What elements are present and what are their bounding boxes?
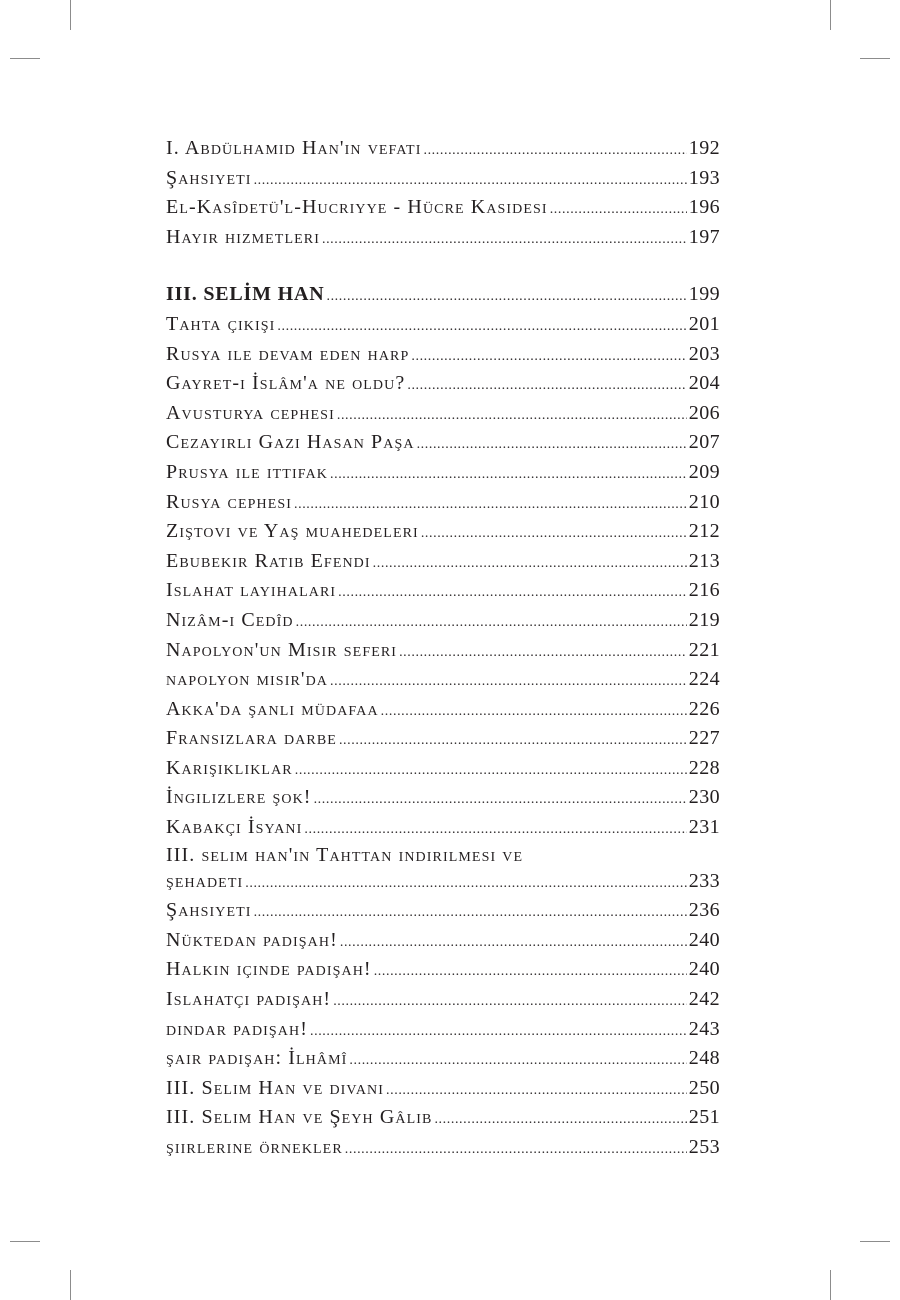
toc-entry[interactable] bbox=[166, 369, 720, 399]
toc-entry-title: Prusya ile ittifak bbox=[166, 460, 328, 483]
toc-entry-title: dindar padişah! bbox=[166, 1017, 308, 1040]
dot-leader bbox=[254, 166, 687, 196]
toc-entry[interactable] bbox=[166, 164, 720, 194]
toc-entry[interactable] bbox=[166, 985, 720, 1015]
toc-entry-page: 210 bbox=[688, 490, 720, 513]
toc-entry[interactable] bbox=[166, 896, 720, 926]
toc-entry-page: 242 bbox=[688, 988, 720, 1011]
dot-leader bbox=[411, 342, 686, 372]
toc-entry-page: 226 bbox=[688, 697, 720, 720]
toc-entry-title: Ziştovi ve Yaş muahedeleri bbox=[166, 520, 419, 543]
toc-entry[interactable] bbox=[166, 695, 720, 725]
toc-entry-title: şehadeti bbox=[166, 869, 244, 892]
toc-entry-page: 213 bbox=[688, 549, 720, 572]
toc-entry-page: 204 bbox=[688, 372, 720, 395]
toc-entry[interactable] bbox=[166, 955, 720, 985]
toc-entry-title: III. selim han'ın Tahttan indirilmesi ve bbox=[166, 843, 524, 866]
toc-entry-page: 219 bbox=[688, 608, 720, 631]
toc-entry[interactable] bbox=[166, 458, 720, 488]
toc-entry-title: Gayret-i İslâm'a ne oldu? bbox=[166, 372, 406, 395]
dot-leader bbox=[310, 1017, 687, 1047]
toc-entry[interactable] bbox=[166, 1044, 720, 1074]
dot-leader bbox=[245, 869, 687, 899]
toc-entry-title: Rusya cephesi bbox=[166, 490, 292, 513]
toc-entry-page: 253 bbox=[688, 1136, 720, 1158]
toc-entry-title: III. Selim Han ve divanı bbox=[166, 1076, 385, 1099]
crop-mark bbox=[830, 0, 831, 30]
toc-entry[interactable] bbox=[166, 783, 720, 813]
dot-leader bbox=[340, 928, 687, 958]
toc-entry-title: Avusturya cephesi bbox=[166, 401, 335, 424]
table-of-contents bbox=[166, 134, 720, 1163]
toc-entry-title: şair padişah: İlhâmî bbox=[166, 1047, 348, 1070]
toc-entry-title: Halkın içinde padişah! bbox=[166, 958, 372, 981]
toc-entry-title: I. Abdülhamid Han'ın vefatı bbox=[166, 137, 422, 159]
toc-entry-title: Tahta çıkışı bbox=[166, 312, 276, 335]
dot-leader bbox=[338, 578, 687, 608]
toc-entry-page: 224 bbox=[688, 668, 720, 691]
toc-entry[interactable] bbox=[166, 488, 720, 518]
toc-entry[interactable] bbox=[166, 1074, 720, 1104]
toc-entry[interactable] bbox=[166, 1103, 720, 1133]
toc-entry-title: Karışıklıklar bbox=[166, 756, 293, 779]
toc-entry-page: 250 bbox=[688, 1076, 720, 1099]
section-gap bbox=[166, 252, 720, 280]
dot-leader bbox=[322, 225, 687, 255]
toc-entry-title: İngilizlere şok! bbox=[166, 786, 312, 809]
toc-entry[interactable] bbox=[166, 428, 720, 458]
toc-entry[interactable] bbox=[166, 867, 720, 897]
toc-entry-title: Islahatçı padişah! bbox=[166, 988, 332, 1011]
toc-entry[interactable] bbox=[166, 340, 720, 370]
toc-entry-page: 236 bbox=[688, 899, 720, 922]
dot-leader bbox=[333, 987, 687, 1017]
crop-mark bbox=[10, 1241, 40, 1242]
dot-leader bbox=[345, 1135, 687, 1165]
dot-leader bbox=[254, 898, 687, 928]
toc-entry-title: El-Kasîdetü'l-Hucriyye - Hücre Kasidesi bbox=[166, 196, 548, 219]
dot-leader bbox=[417, 430, 687, 460]
dot-leader bbox=[339, 726, 687, 756]
toc-chapter-entry[interactable] bbox=[166, 280, 720, 310]
toc-entry-title: Şahsiyeti bbox=[166, 899, 252, 922]
chapter-title: III. SELİM HAN bbox=[166, 283, 325, 306]
toc-entry-page: 197 bbox=[688, 225, 720, 248]
crop-mark bbox=[70, 0, 71, 30]
dot-leader bbox=[314, 785, 687, 815]
toc-entry-page: 201 bbox=[688, 312, 720, 335]
toc-entry-page: 248 bbox=[688, 1047, 720, 1070]
dot-leader bbox=[337, 401, 687, 431]
toc-entry-title: Kabakçı İsyanı bbox=[166, 816, 303, 839]
toc-entry-page: 243 bbox=[688, 1017, 720, 1040]
toc-entry-page: 193 bbox=[688, 166, 720, 189]
toc-entry-title: III. Selim Han ve Şeyh Gâlib bbox=[166, 1106, 433, 1129]
dot-leader bbox=[421, 519, 687, 549]
toc-entry-title: Fransızlara darbe bbox=[166, 727, 337, 750]
dot-leader bbox=[550, 195, 687, 225]
toc-entry[interactable] bbox=[166, 926, 720, 956]
toc-entry[interactable] bbox=[166, 636, 720, 666]
toc-entry-title: napolyon mısır'da bbox=[166, 668, 329, 691]
dot-leader bbox=[326, 282, 686, 312]
toc-entry[interactable] bbox=[166, 576, 720, 606]
toc-entry[interactable] bbox=[166, 724, 720, 754]
toc-entry-title: Islahat layihaları bbox=[166, 579, 337, 602]
toc-entry-page: 230 bbox=[688, 786, 720, 809]
toc-entry-page: 228 bbox=[688, 756, 720, 779]
dot-leader bbox=[294, 490, 687, 520]
dot-leader bbox=[423, 136, 686, 166]
toc-entry-page: 216 bbox=[688, 579, 720, 602]
dot-leader bbox=[374, 957, 687, 987]
crop-mark bbox=[830, 1270, 831, 1300]
dot-leader bbox=[304, 815, 686, 845]
toc-entry-title: Ebubekir Ratıb Efendi bbox=[166, 549, 371, 572]
toc-entry-title: Nizâm-ı Cedîd bbox=[166, 608, 294, 631]
toc-entry[interactable] bbox=[166, 1015, 720, 1045]
toc-entry[interactable] bbox=[166, 310, 720, 340]
dot-leader bbox=[434, 1105, 686, 1135]
toc-entry-page: 221 bbox=[688, 638, 720, 661]
dot-leader bbox=[381, 697, 687, 727]
dot-leader bbox=[349, 1046, 686, 1076]
toc-entry-page: 206 bbox=[688, 401, 720, 424]
dot-leader bbox=[330, 667, 687, 697]
crop-mark bbox=[860, 58, 890, 59]
toc-entry-page: 212 bbox=[688, 520, 720, 543]
chapter-page: 199 bbox=[688, 283, 720, 306]
dot-leader bbox=[330, 460, 687, 490]
toc-entry-page: 240 bbox=[688, 958, 720, 981]
toc-entry-title: Akka'da şanlı müdafaa bbox=[166, 697, 379, 720]
dot-leader bbox=[373, 549, 687, 579]
toc-entry-title: Cezayirli Gazi Hasan Paşa bbox=[166, 431, 415, 454]
toc-entry[interactable] bbox=[166, 223, 720, 253]
toc-entry-page: 196 bbox=[688, 196, 720, 219]
dot-leader bbox=[386, 1076, 687, 1106]
toc-entry-title: Nüktedan padişah! bbox=[166, 928, 338, 951]
crop-mark bbox=[70, 1270, 71, 1300]
dot-leader bbox=[296, 608, 687, 638]
toc-entry-page: 209 bbox=[688, 460, 720, 483]
toc-entry[interactable] bbox=[166, 754, 720, 784]
dot-leader bbox=[277, 312, 686, 342]
toc-entry-page: 203 bbox=[688, 342, 720, 365]
crop-mark bbox=[10, 58, 40, 59]
toc-entry-title: şiirlerine örnekler bbox=[166, 1136, 343, 1158]
toc-entry-page: 240 bbox=[688, 928, 720, 951]
toc-entry[interactable] bbox=[166, 517, 720, 547]
toc-entry[interactable] bbox=[166, 606, 720, 636]
toc-entry-page: 233 bbox=[688, 869, 720, 892]
toc-entry[interactable] bbox=[166, 399, 720, 429]
crop-mark bbox=[860, 1241, 890, 1242]
toc-entry-page: 251 bbox=[688, 1106, 720, 1129]
toc-entry-title: Hayır hizmetleri bbox=[166, 225, 320, 248]
toc-entry[interactable] bbox=[166, 193, 720, 223]
toc-entry-title: Napolyon'un Mısır seferi bbox=[166, 638, 398, 661]
toc-entry-page: 227 bbox=[688, 727, 720, 750]
toc-entry-page: 231 bbox=[688, 816, 720, 839]
toc-entry-page: 207 bbox=[688, 431, 720, 454]
dot-leader bbox=[407, 371, 686, 401]
toc-entry[interactable] bbox=[166, 813, 720, 843]
toc-entry-wrapped-line[interactable] bbox=[166, 843, 720, 867]
dot-leader bbox=[295, 756, 687, 786]
toc-entry[interactable] bbox=[166, 547, 720, 577]
toc-entry[interactable] bbox=[166, 1133, 720, 1163]
toc-entry-title: Rusya ile devam eden harp bbox=[166, 342, 410, 365]
dot-leader bbox=[399, 638, 687, 668]
toc-entry[interactable] bbox=[166, 134, 720, 164]
toc-entry[interactable] bbox=[166, 665, 720, 695]
toc-entry-title: Şahsiyeti bbox=[166, 166, 252, 189]
toc-entry-page: 192 bbox=[688, 137, 720, 159]
